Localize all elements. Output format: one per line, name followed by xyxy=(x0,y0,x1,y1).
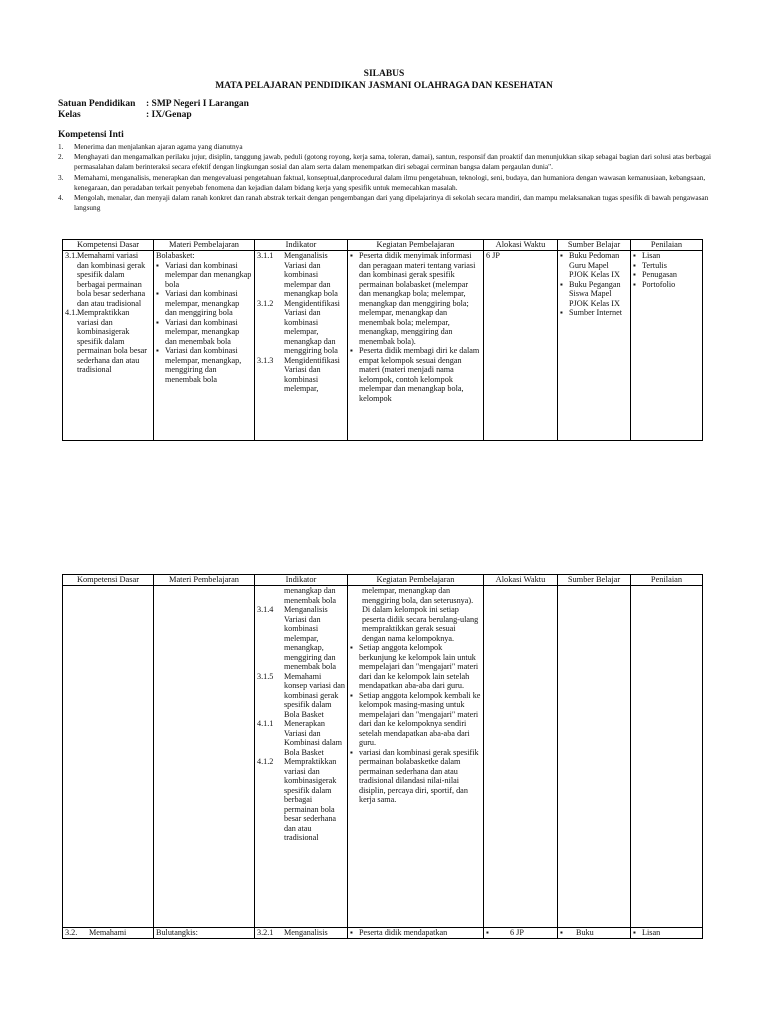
materi-item: ▪ Variasi dan kombinasi melempar dan menangkap bola xyxy=(156,261,252,290)
indikator-num: 3.1.4 xyxy=(257,605,274,614)
document-subtitle: MATA PELAJARAN PENDIDIKAN JASMANI OLAHRAGA DAN KESEHATAN xyxy=(215,81,553,91)
indikator-item xyxy=(257,719,345,757)
header-indikator: Indikator xyxy=(255,240,348,251)
ki-item xyxy=(58,152,713,172)
kd-text: Memahami xyxy=(89,928,127,937)
ki-item xyxy=(58,193,713,213)
kd-item xyxy=(65,928,151,938)
indikator-item xyxy=(257,605,345,672)
kegiatan-item: ▪ Setiap anggota kelompok kembali ke kelompok masing-masing untuk mempelajari dan "mengajari" materi dari dan ke kelompoknya sendiri setelah mendapatkan aba-aba dari guru. xyxy=(350,691,481,748)
indikator-item xyxy=(257,757,345,843)
header-materi: Materi Pembelajaran xyxy=(154,240,255,251)
sumber-item: ▪ Buku xyxy=(560,928,628,938)
kd-text: Mempraktikkan variasi dan kombinasigerak spesifik dalam permainan bola besar sederhana dan atau tradisional xyxy=(77,308,148,374)
indikator-text: Menganalisis xyxy=(284,928,328,937)
ki-item xyxy=(58,142,713,152)
kegiatan-cell xyxy=(348,928,484,939)
penilaian-item: ▪ Tertulis xyxy=(633,261,700,271)
penilaian-item: ▪ Penugasan xyxy=(633,270,700,280)
penilaian-cell xyxy=(631,251,703,441)
kd-cell xyxy=(63,251,154,441)
indikator-num: 3.1.2 xyxy=(257,298,274,308)
kelas-row xyxy=(58,110,192,121)
materi-item: ▪ Variasi dan kombinasi melempar, menangkap dan menggiring bola xyxy=(156,289,252,318)
indikator-item xyxy=(257,251,345,299)
header-alokasi: Alokasi Waktu xyxy=(484,240,558,251)
satuan-label: Satuan Pendidikan xyxy=(58,99,136,109)
kompetensi-inti-heading: Kompetensi Inti xyxy=(58,130,124,140)
table-row xyxy=(63,251,703,441)
materi-title: Bulutangkis: xyxy=(156,928,198,937)
penilaian-item: ▪ Portofolio xyxy=(633,280,700,290)
kegiatan-cell xyxy=(348,586,484,928)
indikator-num: 3.2.1 xyxy=(257,928,274,937)
indikator-text: Memahami konsep variasi dan kombinasi gerak spesifik dalam Bola Basket xyxy=(284,671,345,719)
kd-num: 3.1. xyxy=(65,251,78,260)
penilaian-cell xyxy=(631,928,703,939)
indikator-num: 3.1.3 xyxy=(257,355,274,365)
materi-cell xyxy=(154,251,255,441)
ki-num: 3. xyxy=(58,172,64,182)
kd-item xyxy=(65,251,151,308)
kegiatan-cell xyxy=(348,251,484,441)
materi-title: Bolabasket: xyxy=(156,251,195,260)
penilaian-cell xyxy=(631,586,703,928)
table-row xyxy=(63,586,703,928)
penilaian-item: ▪ Lisan xyxy=(633,928,700,938)
indikator-num: 3.1.5 xyxy=(257,671,274,681)
ki-num: 4. xyxy=(58,193,64,203)
materi-item: ▪ Variasi dan kombinasi melempar, menangkap, menggiring dan menembak bola xyxy=(156,346,252,384)
kegiatan-item: ▪ Peserta didik membagi diri ke dalam empat kelompok sesuai dengan materi (materi menjadi nama kelompok, contoh kelompok melempar dan menangkap bola, kelompok xyxy=(350,346,481,403)
materi-cell xyxy=(154,586,255,928)
indikator-num: 4.1.2 xyxy=(257,757,274,766)
alokasi-cell xyxy=(484,251,558,441)
indikator-text: Mempraktikkan variasi dan kombinasigerak spesifik dalam berbagai permainan bola besar sederhana dan atau tradisional xyxy=(284,757,337,842)
table-row xyxy=(63,928,703,939)
header-kompetensi-dasar: Kompetensi Dasar xyxy=(63,240,154,251)
sumber-item: ▪ Sumber Internet xyxy=(560,308,628,318)
kegiatan-continuation: melempar, menangkap dan menggiring bola, dan seterusnya). Di dalam kelompok ini setiap peserta didik secara berulang-ulang mempraktikkan gerak sesuai dengan nama kelompoknya. xyxy=(362,586,479,643)
kd-item xyxy=(65,308,151,375)
header-kegiatan: Kegiatan Pembelajaran xyxy=(348,575,484,586)
table-header-row xyxy=(63,575,703,586)
materi-item: ▪ Variasi dan kombinasi melempar, menangkap dan menembak bola xyxy=(156,318,252,347)
kegiatan-item: ▪ variasi dan kombinasi gerak spesifik permainan bolabasketke dalam permainan sederhana dan atau tradisional dilandasi nilai-nilai disiplin, percaya diri, sportif, dan kerja sama. xyxy=(350,748,481,805)
indikator-num: 3.1.1 xyxy=(257,251,274,260)
penilaian-item: ▪ Lisan xyxy=(633,251,700,261)
indikator-text: Mengidentifikasi Variasi dan kombinasi melempar, xyxy=(284,355,340,393)
kegiatan-item: ▪ Peserta didik menyimak informasi dan peragaan materi tentang variasi dan kombinasi gerak spesifik permainan bolabasket (melempar dan menangkap bola; melempar, menangkap dan menggiring bola; melempar, menangkap dan menembak bola; melempar, menangkap, menggiring dan menembak bola). xyxy=(350,251,481,346)
header-penilaian: Penilaian xyxy=(631,240,703,251)
kd-cell xyxy=(63,928,154,939)
header-indikator: Indikator xyxy=(255,575,348,586)
kd-num: 3.2. xyxy=(65,928,78,937)
indikator-item xyxy=(257,299,345,356)
alokasi-cell xyxy=(484,586,558,928)
ki-text: Menghayati dan mengamalkan perilaku jujur, disiplin, tanggung jawab, peduli (gotong royong, kerja sama, toleran, damai), santun, responsif dan proaktif dan menunjukkan sikap sebagai bagian dari solusi atas berbagai permasalahan dalam berinteraksi secara efektif dengan lingkungan sosial dan alam serta dalam menempatkan diri sebagai cerminan bangsa dalam pergaulan dunia". xyxy=(74,152,711,172)
ki-num: 1. xyxy=(58,142,64,151)
header-materi: Materi Pembelajaran xyxy=(154,575,255,586)
alokasi-value: 6 JP xyxy=(486,251,500,260)
ki-item xyxy=(58,173,713,193)
alokasi-cell xyxy=(484,928,558,939)
sumber-item: ▪ Buku Pegangan Siswa Mapel PJOK Kelas IX xyxy=(560,280,628,309)
header-kompetensi-dasar: Kompetensi Dasar xyxy=(63,575,154,586)
kd-num: 4.1. xyxy=(65,308,78,317)
indikator-text: Mengidentifikasi Variasi dan kombinasi melempar, menangkap dan menggiring bola xyxy=(284,298,340,355)
indikator-text: Menerapkan Variasi dan Kombinasi dalam Bola Basket xyxy=(284,719,342,757)
header-alokasi: Alokasi Waktu xyxy=(484,575,558,586)
indikator-item xyxy=(257,672,345,720)
header-sumber: Sumber Belajar xyxy=(558,240,631,251)
satuan-pendidikan-row xyxy=(58,99,249,110)
silabus-table-1 xyxy=(62,239,703,441)
sumber-item: ▪ Buku Pedoman Guru Mapel PJOK Kelas IX xyxy=(560,251,628,280)
satuan-value: : SMP Negeri I Larangan xyxy=(146,99,249,109)
kd-text: Memahami variasi dan kombinasi gerak spesifik dalam berbagai permainan bola besar sederhana dan atau tradisional xyxy=(77,251,146,308)
indikator-num: 4.1.1 xyxy=(257,719,274,728)
indikator-text: Menganalisis Variasi dan kombinasi melempar, menangkap, menggiring dan menembak bola xyxy=(284,605,337,671)
header-kegiatan: Kegiatan Pembelajaran xyxy=(348,240,484,251)
indikator-cell xyxy=(255,928,348,939)
kelas-value: : IX/Genap xyxy=(146,110,192,120)
ki-text: Memahami, menganalisis, menerapkan dan mengevaluasi pengetahuan faktual, konseptual,danprocedural dalam ilmu pengetahuan, teknologi, seni, budaya, dan humaniora dengan wawasan kemanusiaan, kebangsaan, kenegaraan, dan peradaban terkait penyebab fenomena dan kejadian dalam bidang kerja yang spesifik untuk memecahkan masalah. xyxy=(74,172,706,192)
kelas-label: Kelas xyxy=(58,110,81,120)
materi-cell xyxy=(154,928,255,939)
header-sumber: Sumber Belajar xyxy=(558,575,631,586)
indikator-text: Menganalisis Variasi dan kombinasi melempar dan menangkap bola xyxy=(284,251,338,298)
ki-text: Mengolah, menalar, dan menyaji dalam ranah konkret dan ranah abstrak terkait dengan pengembangan dari yang dipelajarinya di sekolah secara mandiri, dan mampu melaksanakan tugas spesifik di bawah pengawasan langsung xyxy=(74,193,709,213)
header-penilaian: Penilaian xyxy=(631,575,703,586)
kompetensi-inti-list xyxy=(58,142,713,213)
indikator-continuation: menangkap dan menembak bola xyxy=(284,586,337,605)
sumber-cell xyxy=(558,928,631,939)
ki-num: 2. xyxy=(58,152,64,162)
kegiatan-item: ▪ Peserta didik mendapatkan xyxy=(350,928,481,938)
alokasi-value: ▪ 6 JP xyxy=(486,928,555,938)
indikator-cell xyxy=(255,586,348,928)
table-header-row xyxy=(63,240,703,251)
kegiatan-item: ▪ Setiap anggota kelompok berkunjung ke kelompok lain untuk mempelajari dan "mengajari" materi dari dan ke kelompok lain setelah mendapatkan aba-aba dari guru. xyxy=(350,643,481,691)
document-title: SILABUS xyxy=(363,69,405,79)
indikator-cell xyxy=(255,251,348,441)
sumber-cell xyxy=(558,586,631,928)
kd-cell xyxy=(63,586,154,928)
sumber-cell xyxy=(558,251,631,441)
ki-text: Menerima dan menjalankan ajaran agama yang dianutnya xyxy=(74,142,243,151)
silabus-table-2 xyxy=(62,574,703,939)
indikator-item xyxy=(257,928,345,938)
indikator-item xyxy=(257,356,345,394)
